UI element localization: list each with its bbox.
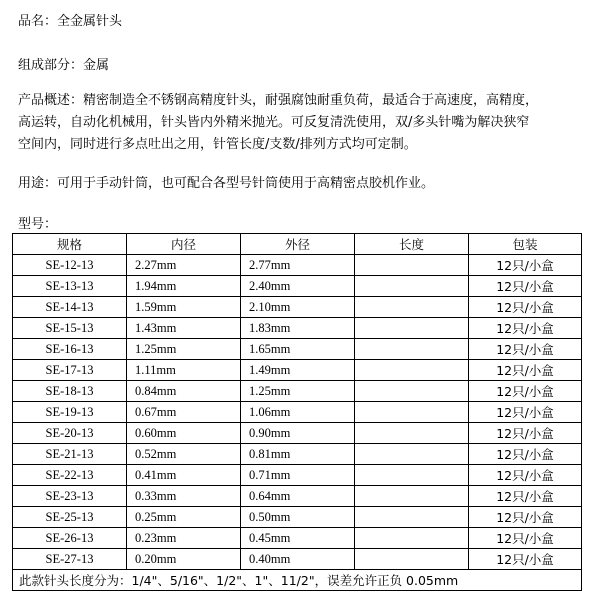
spec-cell: SE-13-13 — [13, 276, 127, 297]
packaging-cell: 12只/小盒 — [469, 318, 582, 339]
inner-diameter-cell: 0.67mm — [127, 402, 241, 423]
spec-cell: SE-12-13 — [13, 255, 127, 276]
table-row — [13, 465, 582, 486]
product-overview — [18, 90, 586, 156]
outer-diameter-cell: 0.81mm — [241, 444, 355, 465]
spec-cell: SE-15-13 — [13, 318, 127, 339]
spec-cell: SE-18-13 — [13, 381, 127, 402]
length-note: 此款针头长度分为：1/4"、5/16"、1/2"、1"、11/2"，误差允许正负 0.05mm — [13, 570, 582, 591]
length-cell — [355, 360, 469, 381]
outer-diameter-cell: 0.90mm — [241, 423, 355, 444]
length-cell — [355, 486, 469, 507]
length-cell — [355, 549, 469, 570]
packaging-cell: 12只/小盒 — [469, 255, 582, 276]
length-cell — [355, 381, 469, 402]
length-cell — [355, 444, 469, 465]
composition: 组成部分：金属 — [18, 58, 110, 73]
packaging-cell: 12只/小盒 — [469, 360, 582, 381]
table-row — [13, 444, 582, 465]
table-row — [13, 360, 582, 381]
spec-cell: SE-14-13 — [13, 297, 127, 318]
inner-diameter-cell: 0.60mm — [127, 423, 241, 444]
header-outer-diameter: 外径 — [241, 234, 355, 255]
packaging-cell: 12只/小盒 — [469, 528, 582, 549]
inner-diameter-cell: 0.52mm — [127, 444, 241, 465]
table-row — [13, 507, 582, 528]
packaging-cell: 12只/小盒 — [469, 486, 582, 507]
packaging-cell: 12只/小盒 — [469, 549, 582, 570]
outer-diameter-cell: 1.06mm — [241, 402, 355, 423]
inner-diameter-cell: 1.43mm — [127, 318, 241, 339]
table-row — [13, 318, 582, 339]
length-cell — [355, 276, 469, 297]
outer-diameter-cell: 2.10mm — [241, 297, 355, 318]
inner-diameter-cell: 0.23mm — [127, 528, 241, 549]
spec-cell: SE-23-13 — [13, 486, 127, 507]
packaging-cell: 12只/小盒 — [469, 339, 582, 360]
outer-diameter-cell: 0.71mm — [241, 465, 355, 486]
outer-diameter-cell: 1.65mm — [241, 339, 355, 360]
length-cell — [355, 507, 469, 528]
spec-cell: SE-22-13 — [13, 465, 127, 486]
packaging-cell: 12只/小盒 — [469, 402, 582, 423]
spec-cell: SE-21-13 — [13, 444, 127, 465]
packaging-cell: 12只/小盒 — [469, 276, 582, 297]
outer-diameter-cell: 0.45mm — [241, 528, 355, 549]
spec-cell: SE-20-13 — [13, 423, 127, 444]
overview-line-1: 产品概述：精密制造全不锈钢高精度针头，耐强腐蚀耐重负荷，最适合于高速度，高精度， — [18, 93, 539, 108]
spec-cell: SE-16-13 — [13, 339, 127, 360]
length-cell — [355, 528, 469, 549]
inner-diameter-cell: 1.11mm — [127, 360, 241, 381]
usage: 用途：可用于手动针筒，也可配合各型号针筒使用于高精密点胶机作业。 — [18, 176, 435, 191]
outer-diameter-cell: 2.40mm — [241, 276, 355, 297]
header-spec: 规格 — [13, 234, 127, 255]
length-cell — [355, 297, 469, 318]
table-row — [13, 381, 582, 402]
overview-line-3: 空间内，同时进行多点吐出之用，针管长度/支数/排列方式均可定制。 — [18, 137, 417, 152]
inner-diameter-cell: 1.59mm — [127, 297, 241, 318]
table-row — [13, 297, 582, 318]
spec-cell: SE-17-13 — [13, 360, 127, 381]
length-cell — [355, 255, 469, 276]
packaging-cell: 12只/小盒 — [469, 507, 582, 528]
inner-diameter-cell: 0.41mm — [127, 465, 241, 486]
outer-diameter-cell: 0.50mm — [241, 507, 355, 528]
outer-diameter-cell: 2.77mm — [241, 255, 355, 276]
header-length: 长度 — [355, 234, 469, 255]
length-cell — [355, 402, 469, 423]
spec-table — [12, 233, 582, 591]
inner-diameter-cell: 1.94mm — [127, 276, 241, 297]
table-row — [13, 339, 582, 360]
table-row — [13, 423, 582, 444]
inner-diameter-cell: 0.33mm — [127, 486, 241, 507]
packaging-cell: 12只/小盒 — [469, 444, 582, 465]
spec-cell: SE-25-13 — [13, 507, 127, 528]
outer-diameter-cell: 1.83mm — [241, 318, 355, 339]
table-row — [13, 255, 582, 276]
spec-cell: SE-27-13 — [13, 549, 127, 570]
packaging-cell: 12只/小盒 — [469, 381, 582, 402]
length-cell — [355, 423, 469, 444]
inner-diameter-cell: 1.25mm — [127, 339, 241, 360]
packaging-cell: 12只/小盒 — [469, 465, 582, 486]
inner-diameter-cell: 0.84mm — [127, 381, 241, 402]
inner-diameter-cell: 0.20mm — [127, 549, 241, 570]
table-header-row — [13, 234, 582, 255]
header-packaging: 包装 — [469, 234, 582, 255]
table-row — [13, 276, 582, 297]
spec-cell: SE-19-13 — [13, 402, 127, 423]
model-label: 型号： — [18, 217, 58, 232]
table-row — [13, 486, 582, 507]
table-row — [13, 549, 582, 570]
spec-cell: SE-26-13 — [13, 528, 127, 549]
table-note-row — [13, 570, 582, 591]
table-row — [13, 528, 582, 549]
outer-diameter-cell: 0.64mm — [241, 486, 355, 507]
outer-diameter-cell: 0.40mm — [241, 549, 355, 570]
outer-diameter-cell: 1.49mm — [241, 360, 355, 381]
header-inner-diameter: 内径 — [127, 234, 241, 255]
product-name: 品名：全金属针头 — [18, 14, 123, 29]
inner-diameter-cell: 0.25mm — [127, 507, 241, 528]
table-row — [13, 402, 582, 423]
length-cell — [355, 318, 469, 339]
packaging-cell: 12只/小盒 — [469, 297, 582, 318]
outer-diameter-cell: 1.25mm — [241, 381, 355, 402]
packaging-cell: 12只/小盒 — [469, 423, 582, 444]
length-cell — [355, 465, 469, 486]
length-cell — [355, 339, 469, 360]
inner-diameter-cell: 2.27mm — [127, 255, 241, 276]
overview-line-2: 高运转，自动化机械用，针头皆内外精米抛光。可反复清洗使用，双/多头针嘴为解决狭窄 — [18, 115, 530, 130]
